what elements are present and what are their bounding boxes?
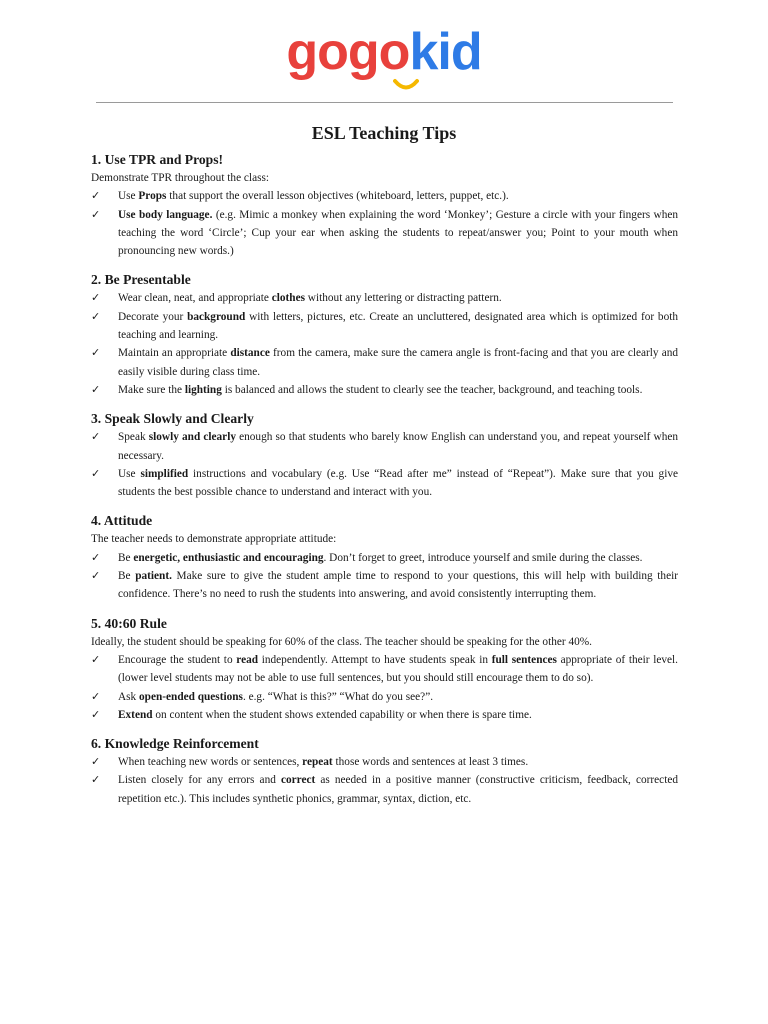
tip-item <box>91 567 678 604</box>
tip-text: When teaching new words or sentences, <box>118 756 303 769</box>
tip-item <box>91 308 678 345</box>
tip-item <box>91 381 678 399</box>
section-heading: 3. Speak Slowly and Clearly <box>91 411 254 427</box>
logo-smile-icon <box>393 78 419 92</box>
section-intro: Ideally, the student should be speaking for 60% of the class. The teacher should be speaking for the other 40%. <box>91 635 593 648</box>
checkmark-icon: ✓ <box>91 291 101 305</box>
tip-emphasis: correct <box>280 774 316 787</box>
checkmark-icon: ✓ <box>91 652 101 666</box>
tip-text: Be <box>118 551 134 564</box>
document-title: ESL Teaching Tips <box>311 123 457 143</box>
checkmark-icon: ✓ <box>91 430 101 444</box>
checkmark-icon: ✓ <box>91 569 101 583</box>
tip-text: Speak <box>118 431 149 444</box>
section-heading: 2. Be Presentable <box>91 272 191 288</box>
brand-logo <box>0 22 768 82</box>
tip-text: Use <box>118 190 139 203</box>
tip-text: without any lettering or distracting pattern. <box>304 292 502 305</box>
tip-text: independently. Attempt to have students speak in <box>258 653 492 666</box>
checkmark-icon: ✓ <box>91 466 101 480</box>
section-heading: 6. Knowledge Reinforcement <box>91 736 259 752</box>
tip-item <box>91 706 678 724</box>
tip-item <box>91 428 678 465</box>
tip-text: Ask <box>118 690 140 703</box>
tip-text: with letters, pictures, etc. Create an uncluttered, designated area which is optimized for both teaching and learning. <box>118 310 679 342</box>
tip-item <box>91 549 678 567</box>
tip-text: Listen closely for any errors and <box>118 774 281 787</box>
tip-emphasis: energetic, enthusiastic and encouraging <box>133 551 324 564</box>
tip-emphasis: open-ended questions <box>139 690 243 703</box>
section-4 <box>91 511 678 603</box>
checkmark-icon: ✓ <box>91 189 101 203</box>
tip-text: Decorate your <box>118 310 188 323</box>
logo-text-part-2: go <box>347 23 410 81</box>
checkmark-icon: ✓ <box>91 382 101 396</box>
checkmark-icon: ✓ <box>91 550 101 564</box>
tip-list <box>91 289 678 399</box>
tip-emphasis: clothes <box>271 292 305 305</box>
section-heading: 1. Use TPR and Props! <box>91 152 224 167</box>
checkmark-icon: ✓ <box>91 755 101 769</box>
tip-text: that support the overall lesson objectives (whiteboard, letters, puppet, etc.). <box>166 190 509 203</box>
checkmark-icon: ✓ <box>91 207 101 221</box>
checkmark-icon: ✓ <box>91 689 101 703</box>
header-divider <box>96 102 673 103</box>
tip-list <box>91 753 678 808</box>
logo-text-part-1: go <box>286 23 348 81</box>
tip-emphasis: read <box>236 653 259 666</box>
tip-item <box>91 344 678 381</box>
tip-text: Make sure the <box>118 383 185 396</box>
tip-emphasis: Props <box>138 190 167 203</box>
tip-emphasis: slowly and clearly <box>148 431 236 444</box>
tip-text: from the camera, make sure the camera angle is front-facing and that you are clearly and easily visible during class time. <box>118 347 679 378</box>
section-1 <box>91 150 678 260</box>
checkmark-icon: ✓ <box>91 346 101 360</box>
section-5 <box>91 614 678 724</box>
tip-emphasis: Use body language. <box>118 208 213 221</box>
tip-emphasis: simplified <box>140 467 189 480</box>
section-2 <box>91 270 678 399</box>
tip-item <box>91 465 678 502</box>
tip-text: is balanced and allows the student to clearly see the teacher, background, and teaching tools. <box>221 383 643 396</box>
tip-text: instructions and vocabulary (e.g. Use “Read after me” instead of “Repeat”). Make sure that you give students the best possible chance to understand and interact with you. <box>118 467 678 499</box>
checkmark-icon: ✓ <box>91 309 101 323</box>
section-3 <box>91 409 678 501</box>
document-body <box>91 150 678 818</box>
tip-text: . Don’t forget to greet, introduce yourself and smile during the classes. <box>323 551 643 564</box>
section-intro: The teacher needs to demonstrate appropriate attitude: <box>91 533 337 546</box>
tip-text: Be <box>118 570 136 583</box>
tip-emphasis: patient. <box>135 570 172 583</box>
tip-list <box>91 428 678 501</box>
logo-text-part-3: kid <box>409 23 482 81</box>
tip-text: Use <box>118 467 141 480</box>
tip-text: Encourage the student to <box>118 653 237 666</box>
tip-item <box>91 753 678 771</box>
section-heading: 5. 40:60 Rule <box>91 615 167 631</box>
tip-text: Wear clean, neat, and appropriate <box>118 292 272 305</box>
tip-text: those words and sentences at least 3 times. <box>332 756 529 769</box>
section-intro: Demonstrate TPR throughout the class: <box>91 172 270 184</box>
tip-item <box>91 771 678 808</box>
tip-text: on content when the student shows extended capability or when there is spare time. <box>152 708 532 721</box>
section-6 <box>91 734 678 808</box>
tip-text: Make sure to give the student ample time to respond to your questions, this will help with building their confidence. There’s no need to rush the students into answering, and avoid consistently interrupting them. <box>118 570 678 601</box>
tip-list <box>91 187 678 260</box>
tip-emphasis: repeat <box>302 756 333 769</box>
tip-text: enough so that students who barely know English can understand you, and repeat yourself when necessary. <box>118 431 678 462</box>
tip-list <box>91 549 678 604</box>
tip-item <box>91 688 678 706</box>
tip-emphasis: full sentences <box>491 653 557 666</box>
tip-emphasis: Extend <box>118 708 153 721</box>
tip-emphasis: lighting <box>184 383 222 396</box>
tip-emphasis: distance <box>230 347 270 360</box>
tip-item <box>91 289 678 307</box>
tip-text: (e.g. Mimic a monkey when explaining the word ‘Monkey’; Gesture a circle with your fingers when teaching the word ‘Circle’; Cup your ear when asking the students to repeat/answer you; Point to your mouth when pronouncing new words.) <box>118 208 679 258</box>
tip-item <box>91 187 678 205</box>
tip-text: appropriate of their level. (lower level students may not be able to use full sentences, but you should still encourage them to do so). <box>118 653 679 685</box>
tip-list <box>91 651 678 724</box>
tip-item <box>91 651 678 688</box>
section-heading: 4. Attitude <box>91 513 153 529</box>
tip-text: Maintain an appropriate <box>118 347 231 360</box>
checkmark-icon: ✓ <box>91 773 101 787</box>
tip-text: . e.g. “What is this?” “What do you see?”. <box>242 690 434 703</box>
tip-emphasis: background <box>187 310 246 323</box>
checkmark-icon: ✓ <box>91 707 101 721</box>
tip-text: as needed in a positive manner (constructive criticism, feedback, corrected repetition etc.). This includes synthetic phonics, grammar, syntax, diction, etc. <box>118 774 678 805</box>
tip-item <box>91 206 678 261</box>
